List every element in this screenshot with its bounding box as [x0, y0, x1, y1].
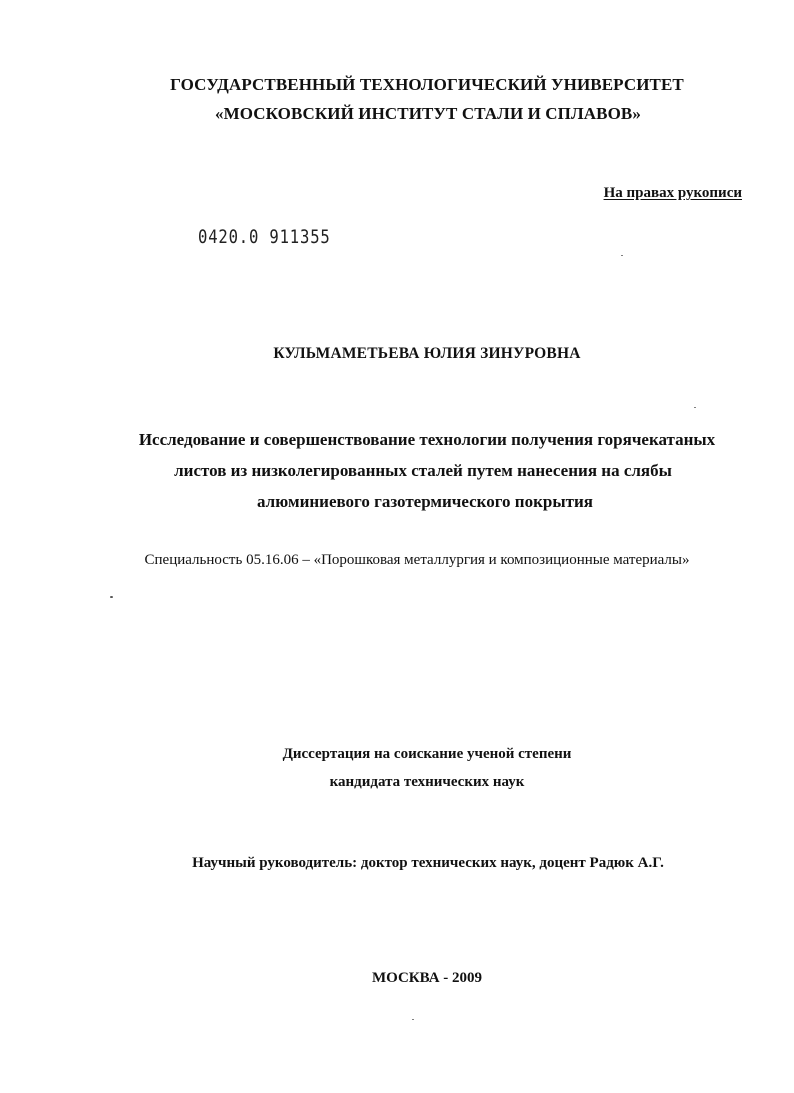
scan-speck	[110, 596, 113, 598]
scan-speck	[621, 255, 623, 256]
dissertation-degree-line-1: Диссертация на соискание ученой степени	[282, 746, 572, 762]
specialty-line: Специальность 05.16.06 – «Порошковая металлургия и композиционные материалы»	[144, 552, 690, 568]
university-name-line-2: «МОСКОВСКИЙ ИНСТИТУТ СТАЛИ И СПЛАВОВ»	[215, 104, 641, 123]
scan-speck	[694, 407, 696, 408]
author-name: КУЛЬМАМЕТЬЕВА ЮЛИЯ ЗИНУРОВНА	[273, 345, 581, 362]
registration-stamp-number: 0420.0 911355	[198, 226, 331, 248]
dissertation-degree-line-2: кандидата технических наук	[329, 774, 525, 790]
thesis-title-line-2: листов из низколегированных сталей путем нанесения на слябы	[174, 461, 672, 480]
thesis-title-line-3: алюминиевого газотермического покрытия	[257, 492, 593, 511]
university-name-line-1: ГОСУДАРСТВЕННЫЙ ТЕХНОЛОГИЧЕСКИЙ УНИВЕРСИТЕТ	[170, 75, 684, 94]
manuscript-rights-label: На правах рукописи	[603, 185, 742, 201]
scan-speck	[412, 1019, 414, 1020]
scientific-supervisor: Научный руководитель: доктор технических наук, доцент Радюк А.Г.	[192, 855, 664, 871]
city-and-year: МОСКВА - 2009	[371, 970, 483, 986]
thesis-title-line-1: Исследование и совершенствование технологии получения горячекатаных	[138, 430, 716, 449]
